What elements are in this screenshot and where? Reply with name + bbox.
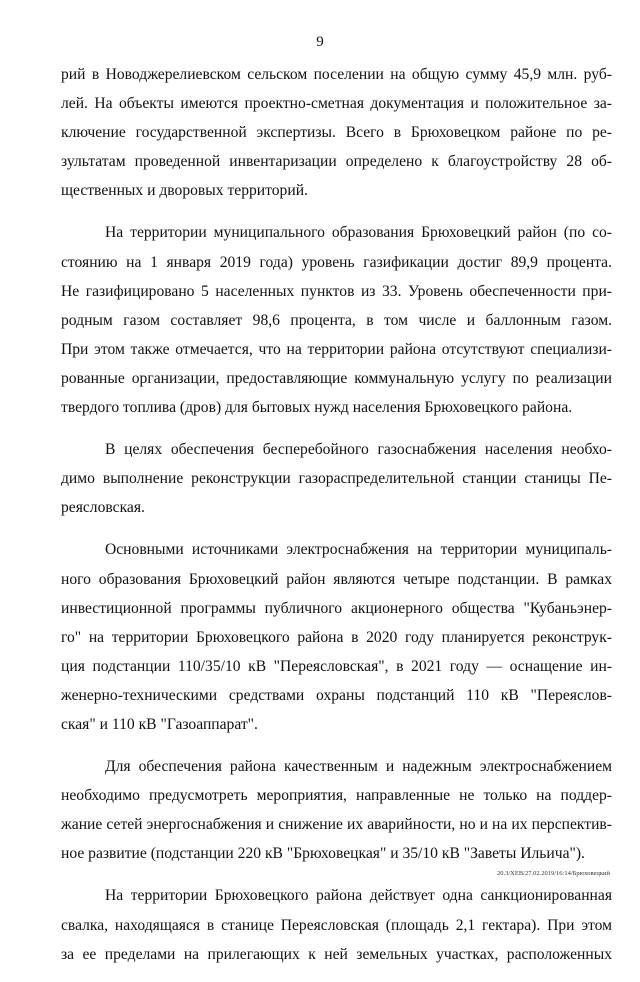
- footer-stamp: 20.3/ХЕВ/27.02.2019/16:14/Брюховецкий: [496, 870, 610, 877]
- text-line: щественных и дворовых территорий.: [61, 182, 308, 200]
- text-line: ное развитие (подстанции 220 кВ "Брюховецкая" и 35/10 кВ "Заветы Ильича").: [61, 845, 585, 863]
- text-line: При этом также отмечается, что на территории района отсутствуют специализи-: [61, 340, 612, 358]
- text-line: В целях обеспечения бесперебойного газоснабжения населения необхо-: [105, 441, 612, 459]
- text-line: лей. На объекты имеются проектно-сметная документация и положительное за-: [61, 95, 612, 113]
- text-line: На территории муниципального образования Брюховецкий район (по со-: [105, 224, 612, 242]
- text-line: свалка, находящаяся в станице Переясловская (площадь 2,1 гектара). При этом: [61, 916, 612, 934]
- paragraph: [61, 881, 612, 968]
- document-body: [61, 60, 612, 982]
- text-line: родным газом составляет 98,6 процента, в том числе и баллонным газом.: [61, 311, 612, 329]
- paragraph: [61, 752, 612, 868]
- text-line: На территории Брюховецкого района действует одна санкционированная: [105, 887, 612, 905]
- paragraph: [61, 60, 612, 205]
- text-line: женерно-техническими средствами охраны подстанций 110 кВ "Переяслов-: [61, 686, 612, 704]
- text-line: Основными источниками электроснабжения на территории муниципаль-: [105, 541, 612, 559]
- text-line: ция подстанции 110/35/10 кВ "Переясловская", в 2021 году — оснащение ин-: [61, 657, 612, 675]
- text-line: димо выполнение реконструкции газораспределительной станции станицы Пе-: [61, 470, 612, 488]
- text-line: Не газифицировано 5 населенных пунктов из 33. Уровень обеспеченности при-: [61, 282, 612, 300]
- paragraph: [61, 435, 612, 522]
- text-line: зультатам проведенной инвентаризации определено к благоустройству 28 об-: [61, 153, 612, 171]
- text-line: рованные организации, предоставляющие коммунальную услугу по реализации: [61, 369, 612, 387]
- paragraph: [61, 218, 612, 422]
- text-line: жание сетей энергоснабжения и снижение их аварийности, но и на их перспектив-: [61, 816, 612, 834]
- text-line: рий в Новоджерелиевском сельском поселении на общую сумму 45,9 млн. руб-: [61, 66, 612, 83]
- text-line: го" на территории Брюховецкого района в 2020 году планируется реконструк-: [61, 628, 612, 646]
- text-line: за ее пределами на прилегающих к ней земельных участках, расположенных: [61, 945, 612, 963]
- page-number: 9: [316, 34, 324, 50]
- text-line: ного образования Брюховецкий район являются четыре подстанции. В рамках: [61, 570, 612, 588]
- text-line: ключение государственной экспертизы. Всего в Брюховецком районе по ре-: [61, 124, 612, 142]
- text-line: инвестиционной программы публичного акционерного общества "Кубаньэнер-: [61, 599, 612, 617]
- paragraph: [61, 535, 612, 739]
- text-line: реясловская.: [61, 499, 145, 517]
- text-line: необходимо предусмотреть мероприятия, направленные не только на поддер-: [61, 787, 612, 805]
- text-line: Для обеспечения района качественным и надежным электроснабжением: [105, 758, 612, 776]
- text-line: ская" и 110 кВ "Газоаппарат".: [61, 715, 258, 733]
- text-line: стоянию на 1 января 2019 года) уровень газификации достиг 89,9 процента.: [61, 253, 612, 271]
- text-line: твердого топлива (дров) для бытовых нужд населения Брюховецкого района.: [61, 399, 573, 417]
